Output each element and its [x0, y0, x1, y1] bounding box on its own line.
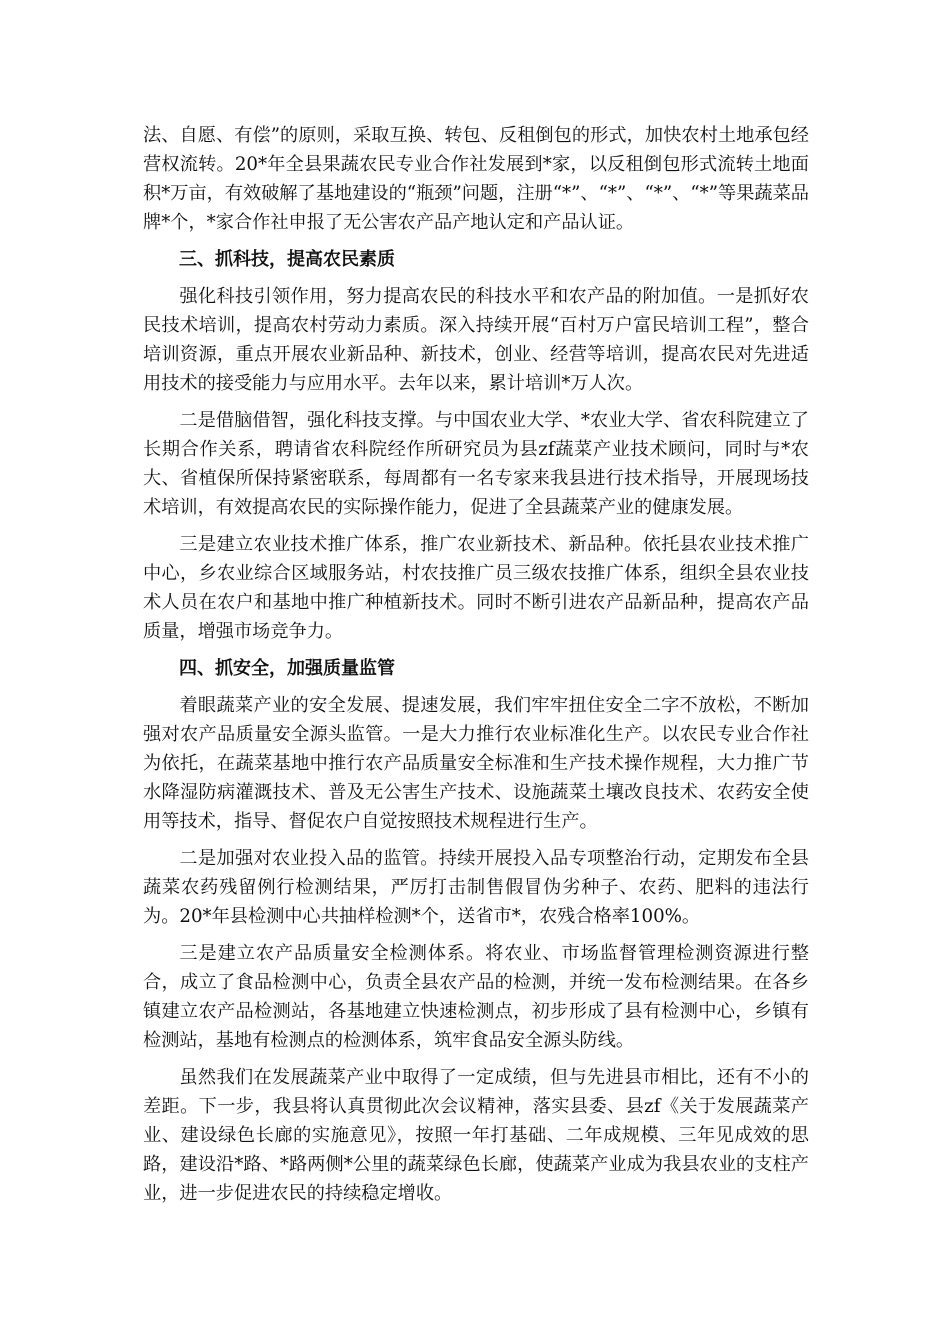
- paragraph-conclusion: 虽然我们在发展蔬菜产业中取得了一定成绩，但与先进县市相比，还有不小的差距。下一步，我县将认真贯彻此次会议精神，落实县委、县zf《关于发展蔬菜产业、建设绿色长廊的实施意见》，按照一年打基础、二年成规模、三年见成效的思路，建设沿*路、*路两侧*公里的蔬菜绿色长廊，使蔬菜产业成为我县农业的支柱产业，进一步促进农民的持续稳定增收。: [143, 1067, 809, 1204]
- paragraph-technology-extension: 三是建立农业技术推广体系，推广农业新技术、新品种。依托县农业技术推广中心，乡农业综合区域服务站，村农技推广员三级农技推广体系，组织全县农业技术人员在农户和基地中推广种植新技术。同时不断引进农产品新品种，提高农产品质量，增强市场竞争力。: [143, 534, 809, 642]
- section-heading-technology: 三、抓科技，提高农民素质: [179, 249, 395, 270]
- paragraph-safety-inputs: 二是加强对农业投入品的监管。持续开展投入品专项整治行动，定期发布全县蔬菜农药残留例行检测结果，严厉打击制售假冒伪劣种子、农药、肥料的违法行为。20*年县检测中心共抽样检测*个，送省市*，农残合格率100%。: [143, 848, 809, 927]
- paragraph-safety-testing: 三是建立农产品质量安全检测体系。将农业、市场监督管理检测资源进行整合，成立了食品检测中心，负责全县农产品的检测，并统一发布检测结果。在各乡镇建立农产品检测站，各基地建立快速检测点，初步形成了县有检测中心，乡镇有检测站，基地有检测点的检测体系，筑牢食品安全源头防线。: [143, 943, 809, 1051]
- section-heading-safety: 四、抓安全，加强质量监管: [179, 658, 395, 679]
- paragraph-land-transfer: 法、自愿、有偿”的原则，采取互换、转包、反租倒包的形式，加快农村土地承包经营权流转。20*年全县果蔬农民专业合作社发展到*家，以反租倒包形式流转土地面积*万亩，有效破解了基地建设的“瓶颈”问题，注册“*”、“*”、“*”、“*”等果蔬菜品牌*个，*家合作社申报了无公害农产品产地认定和产品认证。: [143, 125, 809, 233]
- paragraph-technology-support: 二是借脑借智，强化科技支撑。与中国农业大学、*农业大学、省农科院建立了长期合作关系，聘请省农科院经作所研究员为县zf蔬菜产业技术顾问，同时与*农大、省植保所保持紧密联系，每周都有一名专家来我县进行技术指导，开展现场技术培训，有效提高农民的实际操作能力，促进了全县蔬菜产业的健康发展。: [143, 410, 809, 518]
- document-body: [143, 121, 809, 1216]
- paragraph-technology-training: 强化科技引领作用，努力提高农民的科技水平和农产品的附加值。一是抓好农民技术培训，提高农村劳动力素质。深入持续开展“百村万户富民培训工程”，整合培训资源，重点开展农业新品种、新技术，创业、经营等培训，提高农民对先进适用技术的接受能力与应用水平。去年以来，累计培训*万人次。: [143, 286, 809, 394]
- paragraph-safety-standards: 着眼蔬菜产业的安全发展、提速发展，我们牢牢扭住安全二字不放松，不断加强对农产品质量安全源头监管。一是大力推行农业标准化生产。以农民专业合作社为依托，在蔬菜基地中推行农产品质量安全标准和生产技术操作规程，大力推广节水降湿防病灌溉技术、普及无公害生产技术、设施蔬菜土壤改良技术、农药安全使用等技术，指导、督促农户自觉按照技术规程进行生产。: [143, 695, 809, 832]
